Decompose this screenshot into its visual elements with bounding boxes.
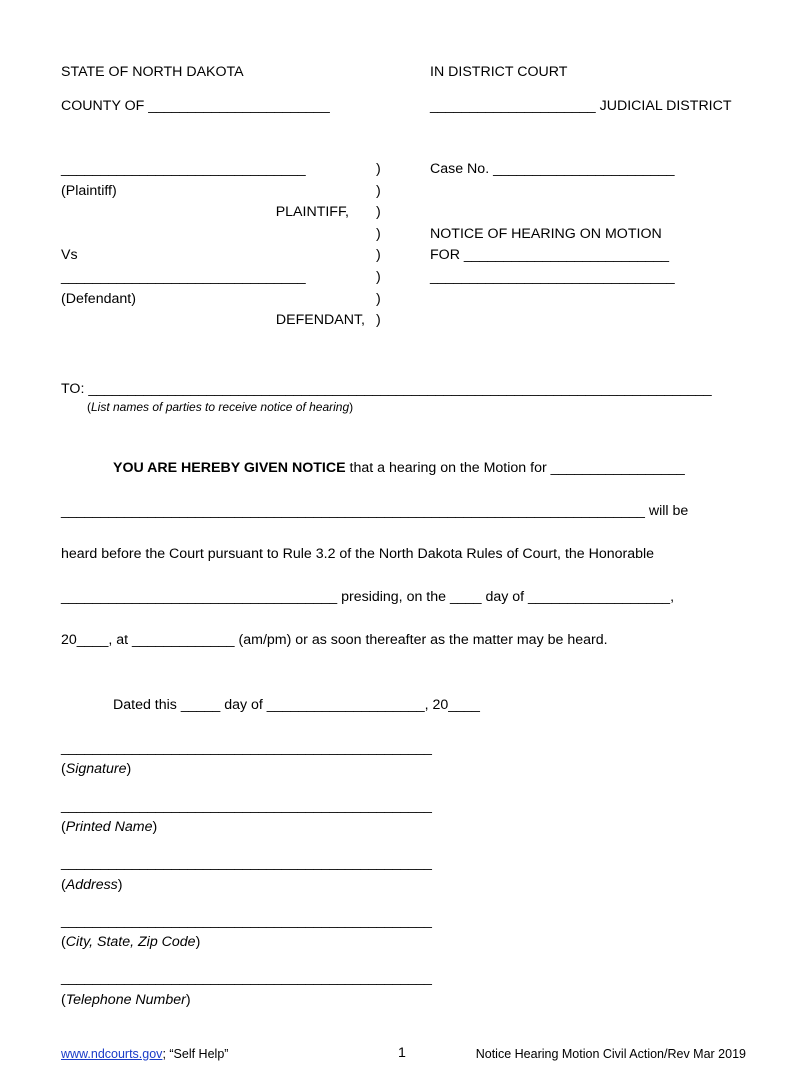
signature-label: (Signature) — [61, 761, 132, 777]
court-heading: IN DISTRICT COURT — [430, 64, 568, 80]
notice-title: NOTICE OF HEARING ON MOTION — [430, 226, 662, 242]
to-hint: (List names of parties to receive notice of hearing) — [87, 400, 354, 414]
defendant-role: DEFENDANT, — [275, 312, 365, 328]
plaintiff-role: PLAINTIFF, — [275, 204, 349, 220]
notice-line-2: __________________________________________________________________________ will be — [61, 503, 689, 519]
city-state-zip-label: (City, State, Zip Code) — [61, 934, 201, 950]
defendant-label: (Defendant) — [61, 291, 136, 307]
caption-paren: ) — [376, 291, 381, 307]
footer-source: www.ndcourts.gov; “Self Help” — [61, 1047, 229, 1061]
ndcourts-link[interactable]: www.ndcourts.gov — [61, 1047, 163, 1061]
notice-line-3: heard before the Court pursuant to Rule 3.2 of the North Dakota Rules of Court, the Honorable — [61, 546, 655, 562]
dated-line: Dated this _____ day of ____________________, 20____ — [113, 697, 480, 713]
case-number-field: Case No. _______________________ — [430, 161, 675, 177]
to-field: TO: _______________________________________________________________________________ — [61, 381, 712, 397]
notice-lead: YOU ARE HEREBY GIVEN NOTICE — [113, 460, 346, 476]
caption-paren: ) — [376, 269, 381, 285]
form-id: Notice Hearing Motion Civil Action/Rev Mar 2019 — [475, 1047, 746, 1061]
city-state-zip-line: _______________________________________________ — [61, 913, 432, 929]
telephone-label: (Telephone Number) — [61, 992, 191, 1008]
printed-name-label: (Printed Name) — [61, 819, 158, 835]
printed-name-line: _______________________________________________ — [61, 798, 432, 814]
notice-line-5: 20____, at _____________ (am/pm) or as soon thereafter as the matter may be heard. — [61, 632, 608, 648]
county-field: COUNTY OF _______________________ — [61, 98, 330, 114]
notice-for-field: FOR __________________________ — [430, 247, 670, 263]
telephone-line: _______________________________________________ — [61, 970, 432, 986]
signature-line: _______________________________________________ — [61, 740, 432, 756]
address-line: _______________________________________________ — [61, 855, 432, 871]
caption-paren: ) — [376, 183, 381, 199]
state-heading: STATE OF NORTH DAKOTA — [61, 64, 244, 80]
page-number: 1 — [398, 1045, 406, 1061]
address-label: (Address) — [61, 877, 123, 893]
caption-paren: ) — [376, 226, 381, 242]
defendant-name-line: _______________________________ — [61, 269, 306, 285]
notice-line-1: YOU ARE HEREBY GIVEN NOTICE that a hearing on the Motion for _________________ — [113, 460, 685, 476]
caption-paren: ) — [376, 247, 381, 263]
versus-label: Vs — [61, 247, 78, 263]
caption-paren: ) — [376, 204, 381, 220]
caption-paren: ) — [376, 161, 381, 177]
caption-paren: ) — [376, 312, 381, 328]
plaintiff-name-line: _______________________________ — [61, 161, 306, 177]
notice-for-line: _______________________________ — [430, 269, 675, 285]
plaintiff-label: (Plaintiff) — [61, 183, 117, 199]
notice-line-4: ___________________________________ presiding, on the ____ day of __________________, — [61, 589, 675, 605]
judicial-district-field: _____________________ JUDICIAL DISTRICT — [430, 98, 732, 114]
